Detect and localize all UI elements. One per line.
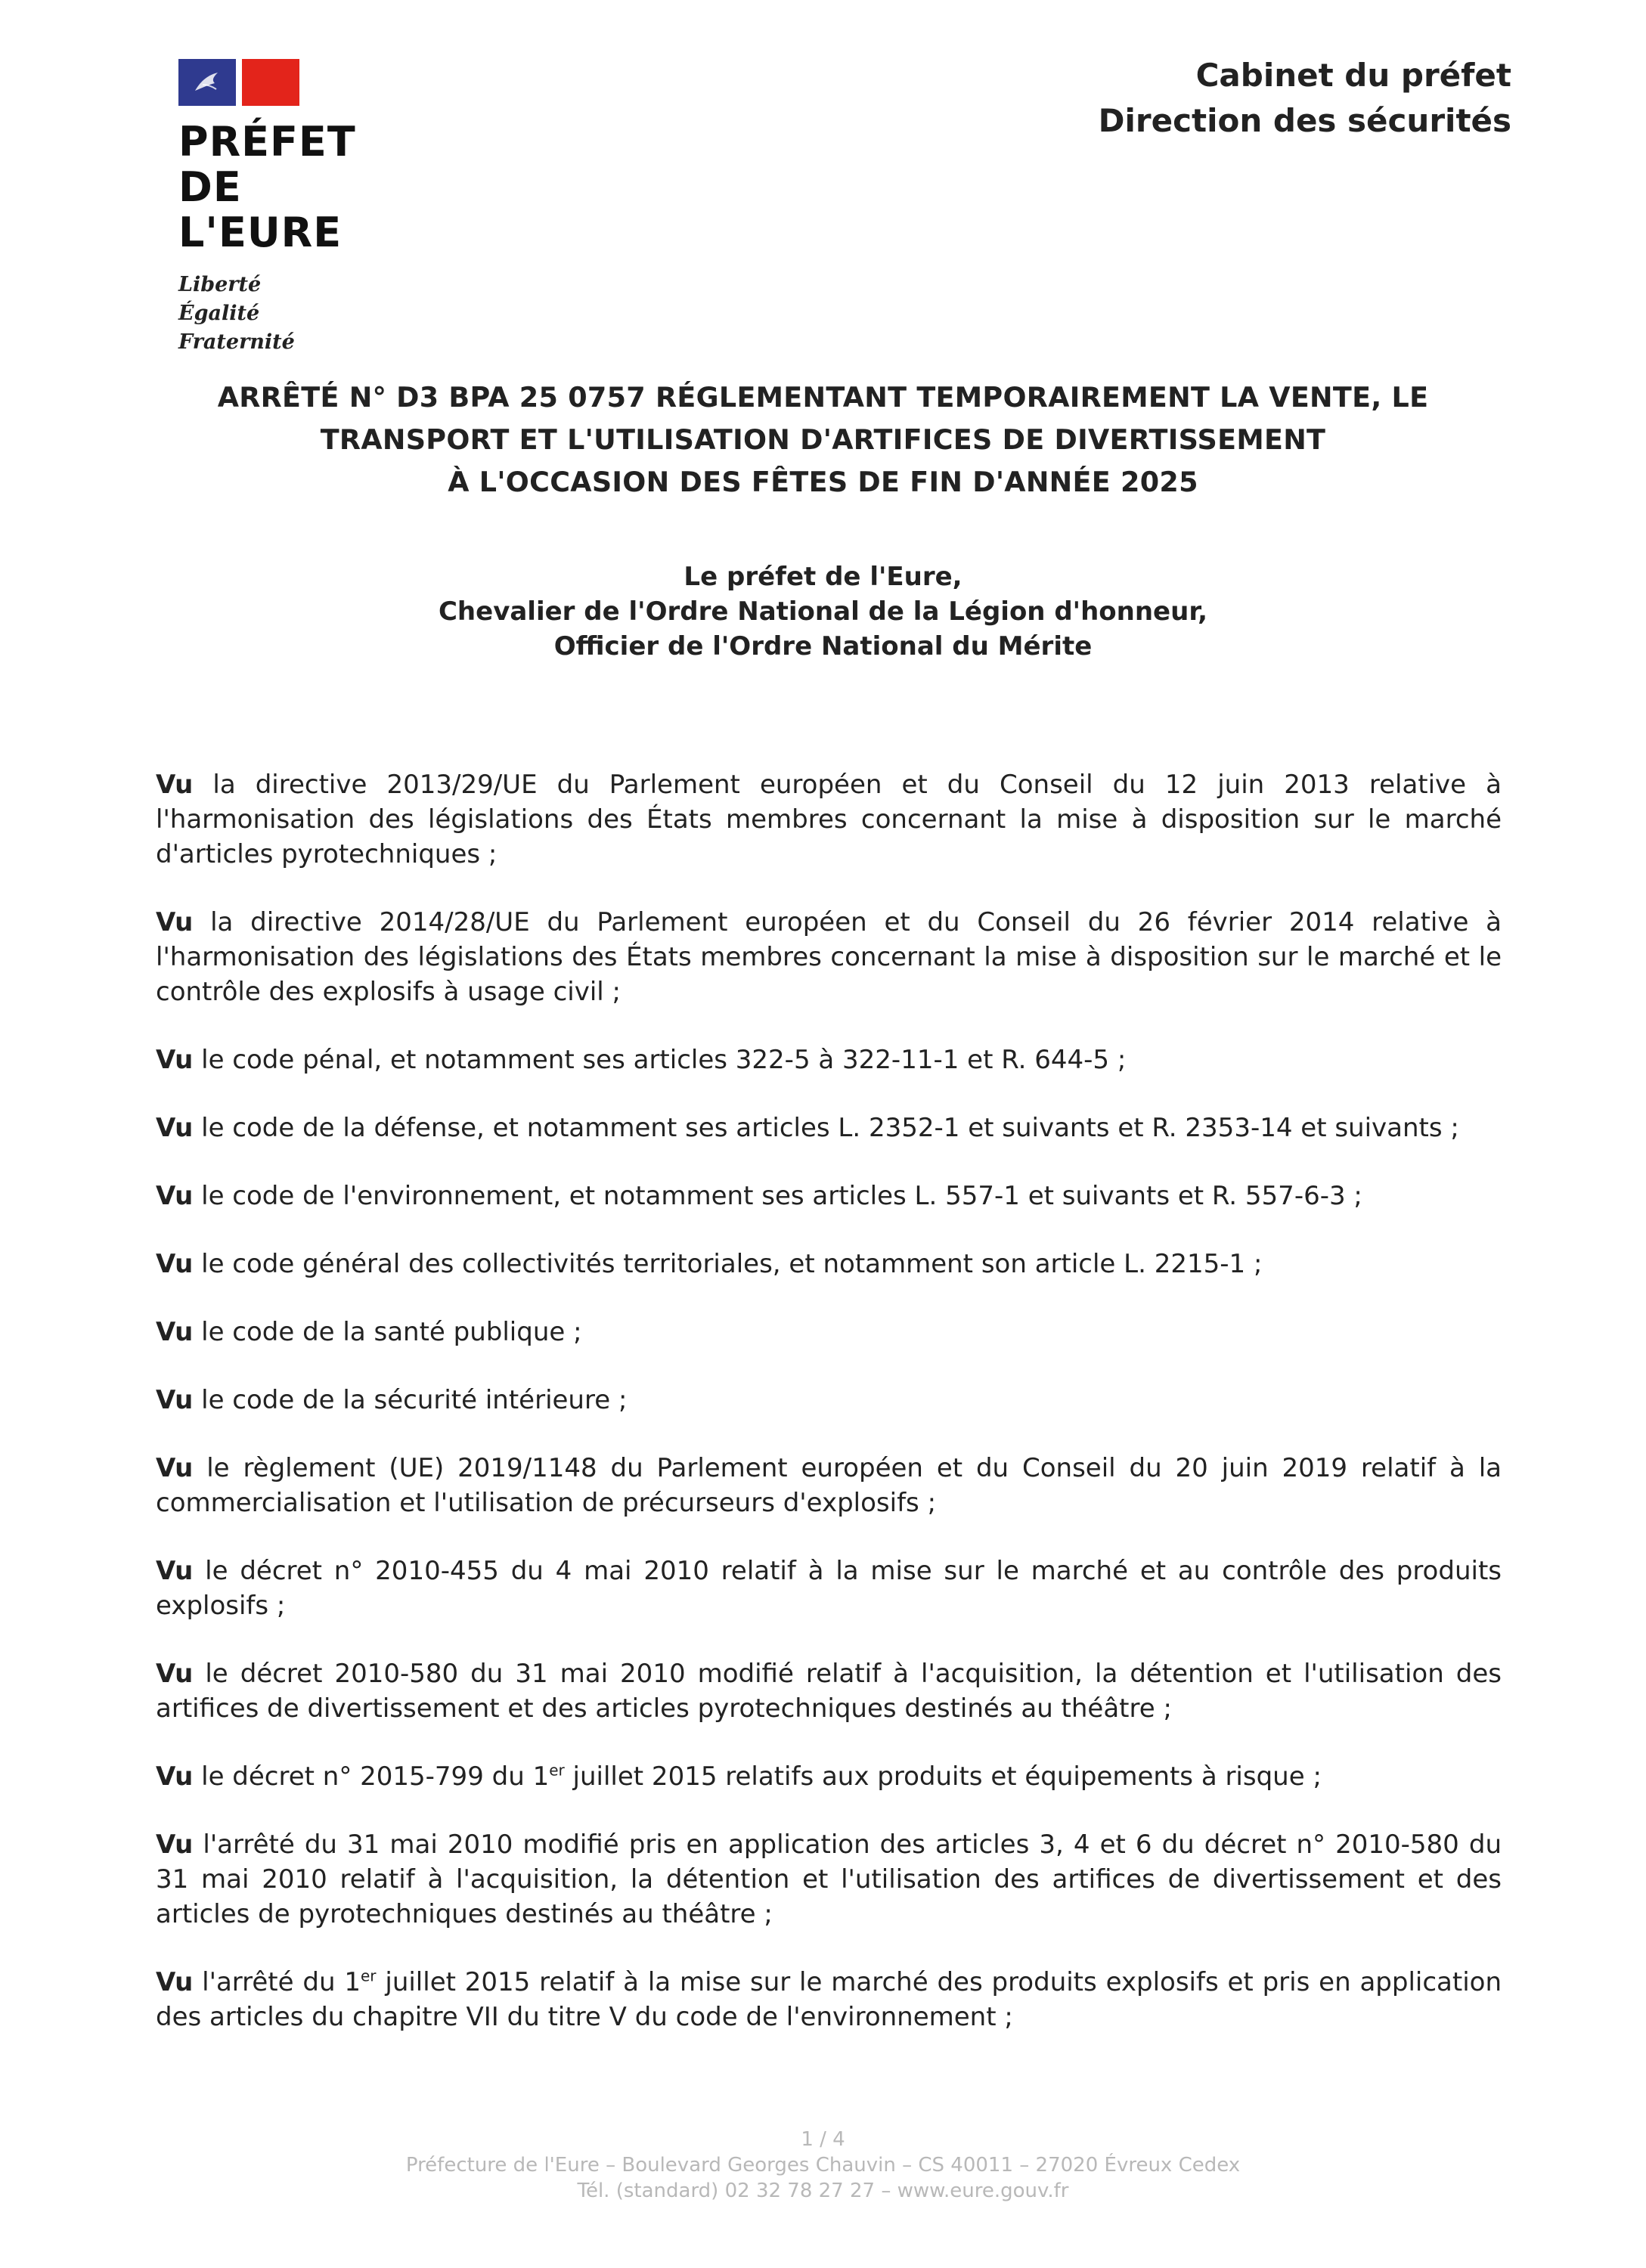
visa-paragraph [156,1179,1502,1213]
visa-paragraph [156,1043,1502,1077]
visa-vu-label: Vu [156,907,194,937]
prefect-name: Le préfet de l'Eure, [684,562,962,592]
motto-liberte: Liberté [178,273,262,296]
motto-fraternite: Fraternité [178,330,295,354]
visa-vu-label: Vu [156,1967,194,1997]
visa-text: l'arrêté du 1 [193,1967,361,1997]
visa-text: juillet 2015 relatifs aux produits et équipements à risque ; [564,1761,1322,1792]
visa-text: la directive 2014/28/UE du Parlement européen et du Conseil du 26 février 2014 relative à l'harmonisation des législations des États membres concernant la mise à disposition sur le marché et le contrôle des explosifs à usage civil ; [156,907,1502,1007]
visa-vu-label: Vu [156,1249,194,1279]
prefet-title-line2: DE L'EURE [178,163,343,256]
visa-vu-label: Vu [156,1045,194,1075]
visa-text: la directive 2013/29/UE du Parlement européen et du Conseil du 12 juin 2013 relative à l'harmonisation des législations des États membres concernant la mise à disposition sur le marché d'articles pyrotechniques ; [156,770,1502,869]
visa-text: le décret 2010-580 du 31 mai 2010 modifié relatif à l'acquisition, la détention et l'utilisation des artifices de divertissement et des articles pyrotechniques destinés au théâtre ; [156,1659,1502,1724]
visa-vu-label: Vu [156,1181,194,1211]
visa-vu-label: Vu [156,1385,194,1415]
visa-text: juillet 2015 relatif à la mise sur le marché des produits explosifs et pris en application des articles du chapitre VII du titre V du code de l'environnement ; [156,1967,1502,2032]
footer-address: Préfecture de l'Eure – Boulevard Georges Chauvin – CS 40011 – 27020 Évreux Cedex [405,2154,1241,2177]
service-direction: Direction des sécurités [1098,102,1511,139]
visa-superscript: er [549,1761,565,1780]
decree-title-line: À L'OCCASION DES FÊTES DE FIN D'ANNÉE 2025 [448,466,1198,498]
visa-text: le code pénal, et notamment ses articles 322-5 à 322-11-1 et R. 644-5 ; [193,1045,1127,1075]
visa-paragraph [156,1965,1502,2034]
footer-contact: Tél. (standard) 02 32 78 27 27 – www.eure.gouv.fr [577,2180,1069,2202]
visa-vu-label: Vu [156,1830,194,1860]
visa-paragraph [156,1247,1502,1281]
visa-paragraph [156,905,1502,1009]
visa-paragraph [156,1554,1502,1623]
visa-vu-label: Vu [156,1761,194,1792]
page-footer [136,2127,1510,2204]
service-cabinet: Cabinet du préfet [1195,57,1511,94]
visa-paragraph [156,1827,1502,1932]
visas-list [156,767,1502,2034]
decree-title-line: TRANSPORT ET L'UTILISATION D'ARTIFICES DE DIVERTISSEMENT [320,423,1326,456]
visa-paragraph [156,767,1502,872]
decree-title [136,376,1510,503]
page-number: 1 / 4 [801,2128,845,2151]
marianne-flag-icon [178,59,299,106]
visa-paragraph [156,1451,1502,1520]
motto-egalite: Égalité [178,302,260,325]
marianne-logo-block [178,59,413,357]
decree-title-line: ARRÊTÉ N° D3 BPA 25 0757 RÉGLEMENTANT TEMPORAIREMENT LA VENTE, LE [217,381,1429,414]
prefect-block [136,559,1510,664]
visa-paragraph [156,1315,1502,1349]
visa-text: l'arrêté du 31 mai 2010 modifié pris en application des articles 3, 4 et 6 du décret n° 2010-580 du 31 mai 2010 relatif à l'acquisition, la détention et l'utilisation des artifices de divertissement et des articles de pyrotechniques destinés au théâtre ; [156,1830,1502,1929]
visa-vu-label: Vu [156,1453,194,1483]
visa-paragraph [156,1656,1502,1726]
visa-text: le code de la santé publique ; [193,1317,582,1347]
visa-text: le code général des collectivités territoriales, et notamment son article L. 2215-1 ; [193,1249,1263,1279]
visa-paragraph [156,1111,1502,1145]
visa-vu-label: Vu [156,1659,194,1689]
republic-motto [178,271,413,357]
visa-text: le code de la défense, et notamment ses articles L. 2352-1 et suivants et R. 2353-14 et suivants ; [193,1113,1459,1143]
issuing-service [1099,53,1511,144]
visa-text: le règlement (UE) 2019/1148 du Parlement européen et du Conseil du 20 juin 2019 relatif à la commercialisation et l'utilisation de précurseurs d'explosifs ; [156,1453,1502,1518]
visa-vu-label: Vu [156,770,194,800]
visa-paragraph [156,1759,1502,1794]
prefect-distinction: Chevalier de l'Ordre National de la Légion d'honneur, [438,596,1208,627]
visa-text: le décret n° 2010-455 du 4 mai 2010 relatif à la mise sur le marché et au contrôle des produits explosifs ; [156,1556,1502,1621]
visa-superscript: er [361,1966,377,1985]
prefet-title-line1: PRÉFET [178,118,356,166]
visa-vu-label: Vu [156,1113,194,1143]
visa-text: le code de la sécurité intérieure ; [193,1385,628,1415]
visa-text: le décret n° 2015-799 du 1 [193,1761,550,1792]
prefect-distinction: Officier de l'Ordre National du Mérite [553,631,1093,662]
visa-text: le code de l'environnement, et notamment ses articles L. 557-1 et suivants et R. 557-6-3 ; [193,1181,1362,1211]
visa-vu-label: Vu [156,1556,194,1586]
visa-paragraph [156,1383,1502,1418]
visa-vu-label: Vu [156,1317,194,1347]
